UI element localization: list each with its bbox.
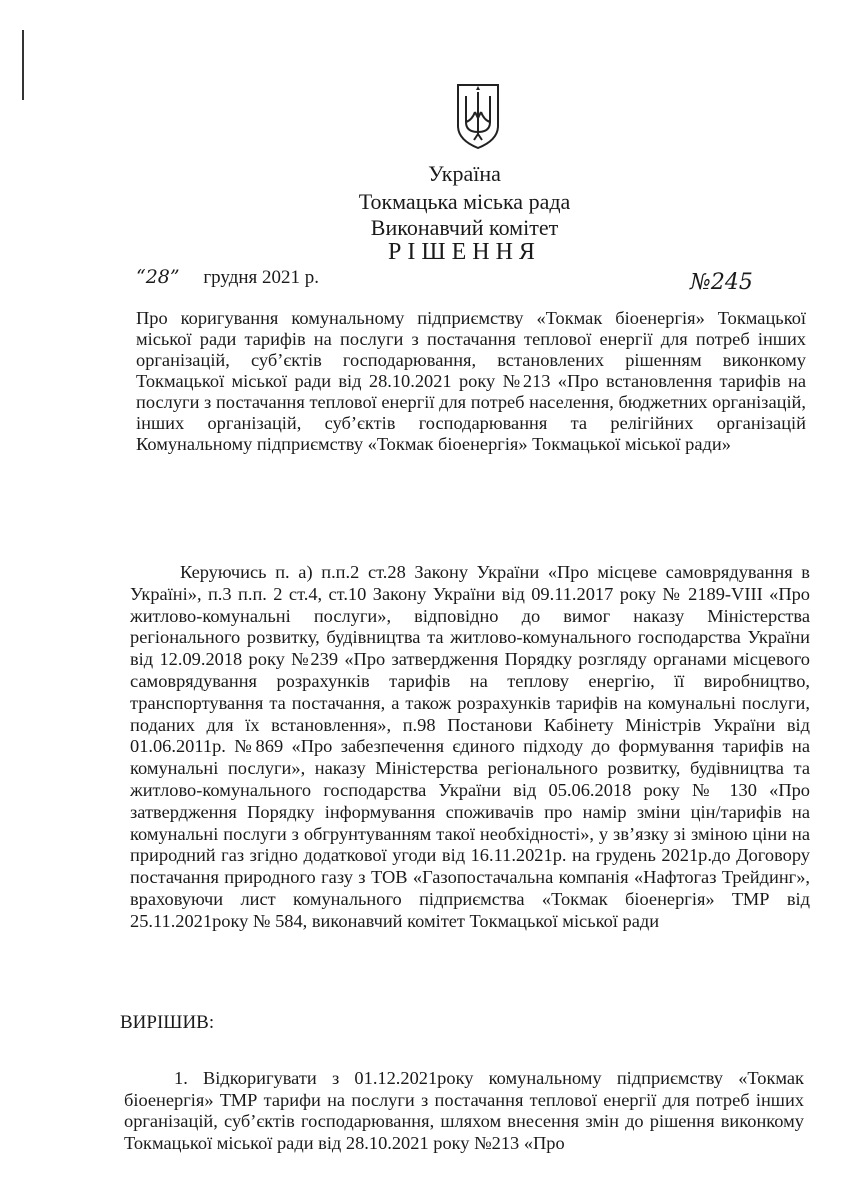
decision-date [136, 266, 319, 289]
trident-coat-of-arms-icon [455, 82, 501, 150]
decision-item [124, 1068, 804, 1154]
decision-item-text: 1. Відкоригувати з 01.12.2021року комунальному підприємству «Токмак біоенергія» ТМР тарифи на послуги з постачання теплової енергії для потреб інших організацій, суб’єктів господарювання, шляхом внесення змін до рішення виконкому Токмацької міської ради від 28.10.2021 року №213 «Про [124, 1068, 804, 1153]
date-day: “28” [136, 266, 180, 288]
header-country: Україна [428, 161, 501, 186]
decision-subject: Про коригування комунальному підприємству «Токмак біоенергія» Токмацької міської ради тарифів на послуги з постачання теплової енергії для потреб інших організацій, суб’єктів господарювання, встановлених рішенням виконкому Токмацької міської ради від 28.10.2021 року №213 «Про встановлення тарифів на послуги з постачання теплової енергії для потреб населення, бюджетних організацій, інших організацій, суб’єктів господарювання та релігійних організацій Комунальному підприємству «Токмак біоенергія» Токмацької міської ради» [136, 308, 806, 454]
resolved-label: ВИРІШИВ: [120, 1012, 215, 1033]
header-committee: Виконавчий комітет [370, 215, 559, 240]
preamble-paragraph [130, 562, 810, 933]
header-council: Токмацька міська рада [358, 189, 571, 214]
scan-edge-line [22, 30, 24, 100]
document-number: №245 [690, 270, 753, 295]
document-type-title: РІШЕННЯ [388, 239, 541, 265]
preamble-text: Керуючись п. а) п.п.2 ст.28 Закону України «Про місцеве самоврядування в Україні», п.3 п.п. 2 ст.4, ст.10 Закону України від 09.11.2017 року № 2189-VIII «Про житлово-комунальні послуги», відповідно до вимог наказу Міністерства регіонального розвитку, будівництва та житлово-комунального господарства України від 12.09.2018 року №239 «Про затвердження Порядку розгляду органами місцевого самоврядування розрахунків тарифів на теплову енергію, її виробництво, транспортування та постачання, а також розрахунків тарифів на комунальні послуги, поданих для їх встановлення», п.98 Постанови Кабінету Міністрів України від 01.06.2011р. №869 «Про забезпечення єдиного підходу до формування тарифів на комунальні послуги», наказу Міністерства регіонального розвитку, будівництва та житлово-комунального господарства України від 05.06.2018 року № 130 «Про затвердження Порядку інформування споживачів про намір зміни цін/тарифів на комунальні послуги з обгрунтуванням такої необхідності», у зв’язку зі зміною ціни на природний газ згідно додаткової угоди від 16.11.2021р. на грудень 2021р.до Договору постачання природного газу з ТОВ «Газопостачальна компанія «Нафтогаз Трейдинг», враховуючи лист комунального підприємства «Токмак біоенергія» ТМР від 25.11.2021року № 584, виконавчий комітет Токмацької міської ради [130, 562, 810, 931]
date-month-year: грудня 2021 р. [203, 267, 320, 288]
